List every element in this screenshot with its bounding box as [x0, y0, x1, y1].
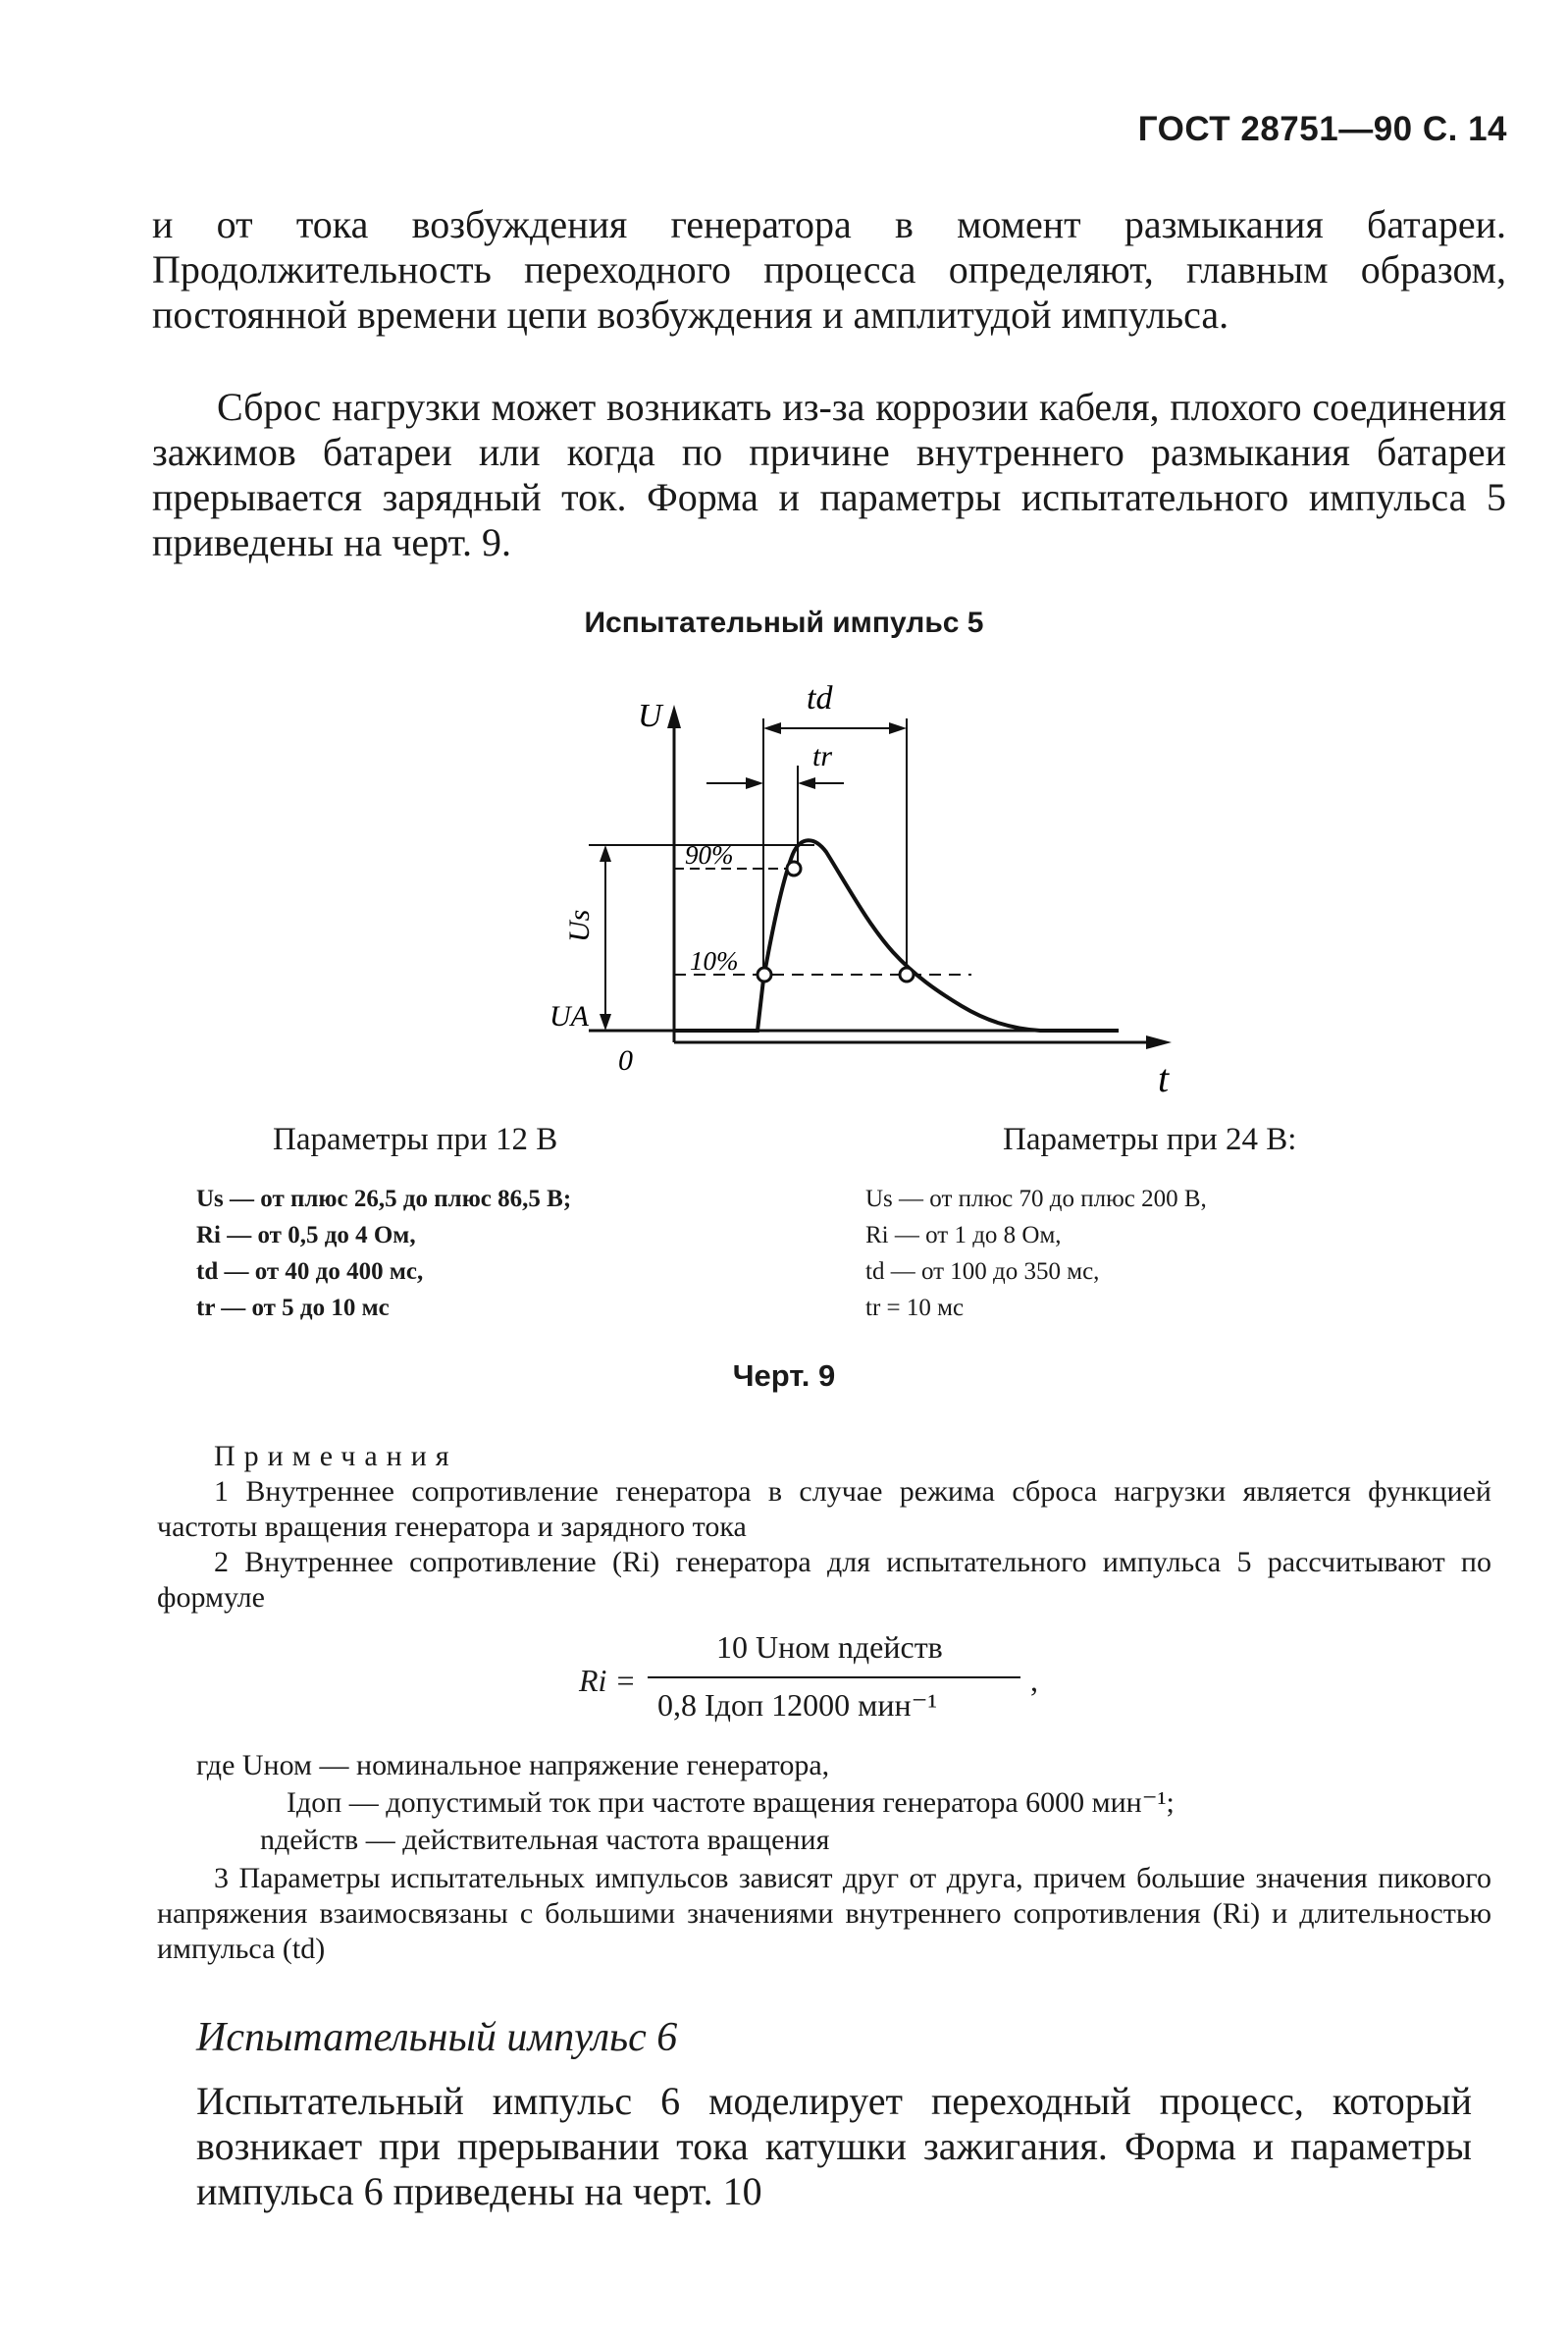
params-12-item: Us — от плюс 26,5 до плюс 86,5 В;: [196, 1186, 572, 1212]
params-12-item: Ri — от 0,5 до 4 Ом,: [196, 1222, 416, 1248]
params-24-item: Ri — от 1 до 8 Ом,: [865, 1222, 1062, 1248]
figure-title: Испытательный импульс 5: [584, 607, 984, 639]
params-24-item: Us — от плюс 70 до плюс 200 В,: [865, 1186, 1207, 1212]
note-2: 2 Внутреннее сопротивление (Ri) генератора для испытательного импульса 5 рассчитывают по формуле: [157, 1546, 1491, 1614]
label-t: t: [1158, 1056, 1170, 1099]
note-3: 3 Параметры испытательных импульсов зависят друг от друга, причем большие значения пикового напряжения взаимосвязаны с большими значениями внутреннего сопротивления (Ri) и длительностью импульса (td): [157, 1862, 1491, 1965]
params-24-item: tr = 10 мс: [865, 1295, 965, 1321]
label-zero: 0: [618, 1044, 633, 1077]
figure-caption: Черт. 9: [732, 1358, 836, 1393]
params-24-heading: Параметры при 24 В:: [1003, 1122, 1297, 1157]
label-us: Us: [563, 909, 596, 942]
label-10: 10%: [690, 946, 739, 976]
label-td: td: [807, 680, 833, 716]
params-12-item: td — от 40 до 400 мс,: [196, 1258, 424, 1285]
where-3: nдейств — действительная частота вращения: [260, 1824, 830, 1856]
label-tr: tr: [812, 740, 833, 772]
pulse-diagram: [549, 667, 1197, 1099]
label-90: 90%: [685, 840, 734, 870]
section-title: Испытательный импульс 6: [196, 2015, 678, 2060]
formula-end: ,: [1030, 1663, 1038, 1698]
point-90: [787, 862, 801, 876]
notes-title: Примечания: [214, 1440, 458, 1472]
point-10: [758, 968, 771, 982]
params-12-list: [196, 1181, 571, 1326]
label-u: U: [638, 698, 662, 734]
params-12-heading: Параметры при 12 В: [273, 1122, 558, 1157]
params-24-list: [865, 1181, 1207, 1326]
page-header: ГОСТ 28751—90 С. 14: [1137, 110, 1507, 148]
paragraph-2: Сброс нагрузки может возникать из-за коррозии кабеля, плохого соединения зажимов батареи или когда по причине внутреннего размыкания батареи прерывается зарядный ток. Форма и параметры испытательного импульса 5 приведены на черт. 9.: [152, 385, 1506, 564]
label-ua: UA: [549, 1000, 589, 1033]
params-12-item: tr — от 5 до 10 мс: [196, 1295, 390, 1321]
paragraph-1: и от тока возбуждения генератора в момент размыкания батареи. Продолжительность переходного процесса определяют, главным образом, постоянной времени цепи возбуждения и амплитудой импульса.: [152, 202, 1506, 337]
formula-fraction-bar: [648, 1676, 1020, 1678]
where-1: где Uном — номинальное напряжение генератора,: [196, 1749, 830, 1781]
x-axis-arrow: [1146, 1035, 1172, 1049]
params-24-item: td — от 100 до 350 мс,: [865, 1258, 1100, 1285]
formula-numerator: 10 Uном nдейств: [716, 1629, 943, 1665]
where-2: Iдоп — допустимый ток при частоте вращения генератора 6000 мин⁻¹;: [287, 1786, 1175, 1819]
y-axis-arrow: [667, 705, 681, 728]
note-1: 1 Внутреннее сопротивление генератора в случае режима сброса нагрузки является функцией частоты вращения генератора и зарядного тока: [157, 1475, 1491, 1543]
point-td-end: [900, 968, 914, 982]
formula-lhs: Ri =: [579, 1663, 637, 1698]
formula-denominator: 0,8 Iдоп 12000 мин⁻¹: [657, 1687, 938, 1723]
section-paragraph: Испытательный импульс 6 моделирует переходный процесс, который возникает при прерывании тока катушки зажигания. Форма и параметры импульса 6 приведены на черт. 10: [196, 2079, 1472, 2213]
